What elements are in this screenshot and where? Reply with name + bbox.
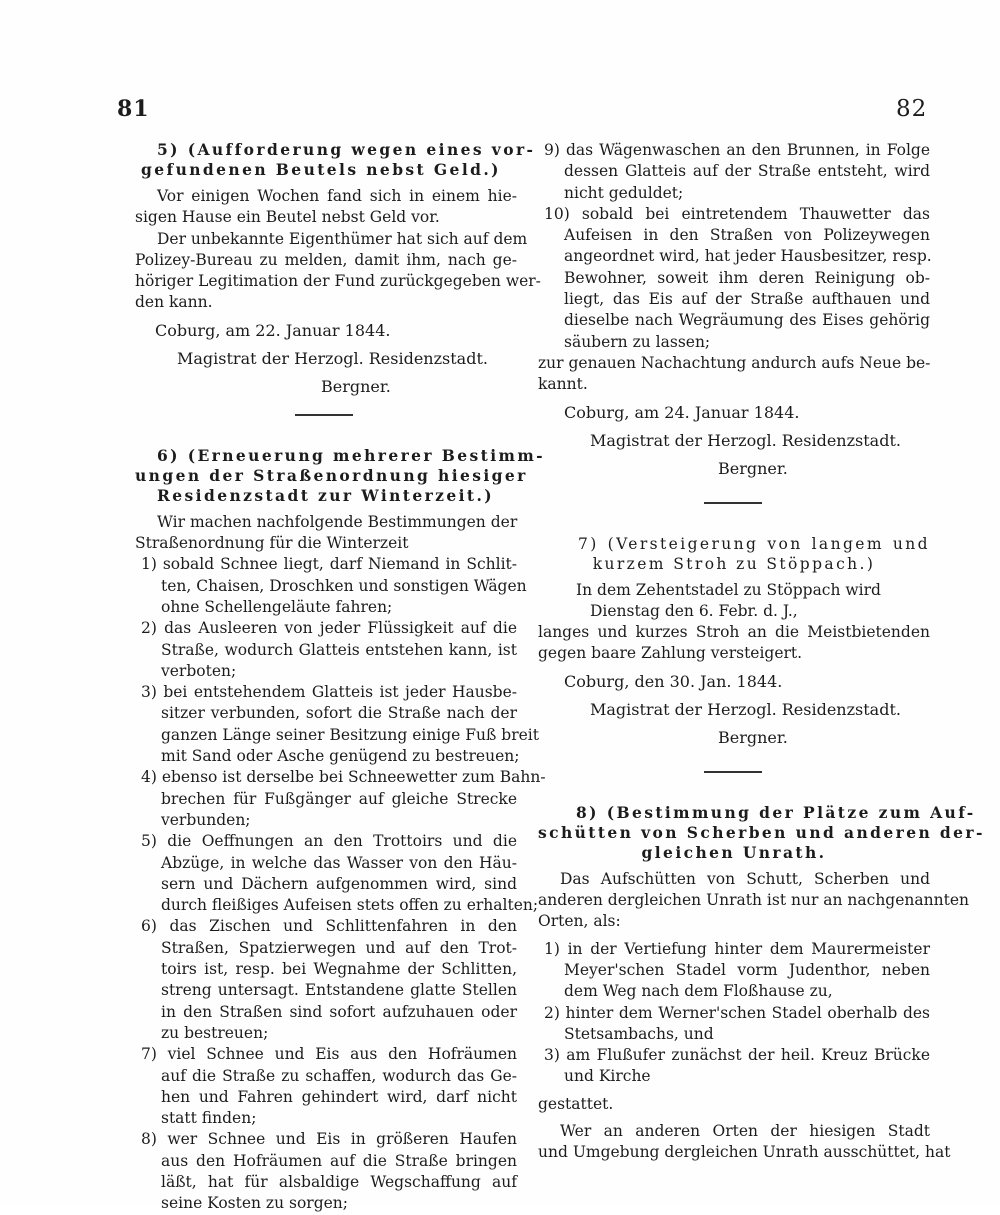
notice-5-signature: Magistrat der Herzogl. Residenzstadt. [177, 348, 488, 368]
notice-6-item-line: dieselbe nach Wegräumung des Eises gehörig [564, 311, 930, 330]
notice-6-continued-items [538, 140, 930, 353]
notice-6-item [135, 682, 539, 767]
notice-8-item-line: 2) hinter dem Werner'schen Stadel oberhalb des [544, 1003, 930, 1022]
notice-6-item-line: ohne Schellengeläute fahren; [161, 597, 393, 616]
notice-6-closing-line: zur genauen Nachachtung andurch aufs Neue be- [538, 353, 931, 372]
page-number-right: 82 [896, 96, 928, 122]
notice-6-item-line: dessen Glatteis auf der Straße entsteht, wird [564, 162, 930, 181]
notice-5-body-line: Der unbekannte Eigenthümer hat sich auf dem [157, 229, 528, 248]
notice-8-intro-line: Das Aufschütten von Schutt, Scherben und [560, 869, 930, 888]
notice-6-item-line: durch fleißiges Aufeisen stets offen zu erhalten; [161, 896, 539, 915]
notice-6-item-line: säubern zu lassen; [564, 332, 711, 351]
notice-8-item [538, 1003, 930, 1046]
notice-5 [135, 140, 541, 398]
notice-6-heading-line: ungen der Straßenordnung hiesiger [135, 465, 528, 485]
notice-6-item-line: mit Sand oder Asche genügend zu bestreuen; [161, 747, 520, 766]
notice-8-item-line: Meyer'schen Stadel vorm Judenthor, neben [564, 960, 930, 979]
notice-6-item-line: Aufeisen in den Straßen von Polizeywegen [564, 226, 930, 245]
notice-7-heading-line: 7) (Versteigerung von langem und [578, 534, 930, 553]
notice-6-item-line: streng untersagt. Entstandene glatte Stellen [161, 981, 517, 1000]
notice-8-after-line: gestattet. [538, 1094, 614, 1113]
notice-6-closing-line: kannt. [538, 375, 588, 394]
notice-6-item-line: ganzen Länge seiner Besitzung einige Fuß breit [161, 725, 539, 744]
notice-8-tail-line: und Umgebung dergleichen Unrath ausschüttet, hat [538, 1143, 951, 1162]
notice-6-item-line: Straßen, Spatzierwegen und auf den Trot- [161, 938, 517, 957]
notice-6 [135, 445, 546, 1215]
notice-6-item-line: 10) sobald bei eintretendem Thauwetter das [544, 204, 930, 223]
notice-7 [538, 534, 930, 749]
notice-7-heading-line: kurzem Stroh zu Stöppach.) [592, 554, 876, 573]
notice-8-item [538, 1045, 930, 1088]
notice-6-item [135, 554, 527, 618]
notice-8-heading-line: 8) (Bestimmung der Plätze zum Auf- [576, 802, 976, 822]
notice-8 [538, 802, 985, 1164]
notice-6-item-line: aus den Hofräumen auf die Straße bringen [161, 1151, 517, 1170]
notice-6-item [538, 204, 930, 353]
notice-6-item-line: Bewohner, soweit ihm deren Reinigung ob- [564, 268, 930, 287]
notice-5-body-line: höriger Legitimation der Fund zurückgegeben wer- [135, 272, 541, 291]
notice-6-item-line: 7) viel Schnee und Eis aus den Hofräumen [141, 1045, 517, 1064]
notice-6-signature: Magistrat der Herzogl. Residenzstadt. [590, 430, 901, 450]
notice-8-item-line: Stetsambachs, und [564, 1024, 714, 1043]
notice-6-name: Bergner. [718, 458, 788, 478]
notice-6-item-line: 3) bei entstehendem Glatteis ist jeder Hausbe- [141, 683, 517, 702]
right-column [538, 140, 985, 1164]
notice-7-signature: Magistrat der Herzogl. Residenzstadt. [590, 699, 901, 719]
notice-5-body-line: den kann. [135, 293, 213, 312]
notice-8-heading-line: schütten von Scherben und anderen der- [538, 822, 985, 842]
notice-8-intro-line: Orten, als: [538, 912, 621, 931]
notice-6-intro-line: Straßenordnung für die Winterzeit [135, 534, 409, 553]
notice-6-item-line: Straße, wodurch Glatteis entstehen kann, ist [161, 640, 517, 659]
notice-6-item-line: 2) das Ausleeren von jeder Flüssigkeit auf die [141, 619, 517, 638]
notice-6-item-line: 1) sobald Schnee liegt, darf Niemand in Schlit- [141, 555, 517, 574]
notice-6-item [135, 1129, 517, 1214]
notice-6-item-line: ten, Chaisen, Droschken und sonstigen Wägen [161, 576, 527, 595]
notice-6-item-line: 5) die Oeffnungen an den Trottoirs und die [141, 832, 517, 851]
notice-6-item-line: statt finden; [161, 1109, 257, 1128]
notice-6-item-line: sern und Dächern aufgenommen wird, sind [161, 874, 517, 893]
notice-6-item-line: verbunden; [161, 810, 251, 829]
notice-7-place-date: Coburg, den 30. Jan. 1844. [564, 671, 783, 691]
notice-6-place-date: Coburg, am 24. Januar 1844. [564, 402, 800, 422]
notice-5-heading-line: gefundenen Beutels nebst Geld.) [141, 160, 501, 179]
notice-7-body-line: In dem Zehentstadel zu Stöppach wird [576, 580, 881, 599]
notice-6-item-line: nicht geduldet; [564, 183, 684, 202]
notice-6-item-line: zu bestreuen; [161, 1023, 269, 1042]
notice-6-heading-line: 6) (Erneuerung mehrerer Bestimm- [157, 445, 545, 465]
notice-8-item-line: 1) in der Vertiefung hinter dem Maurermeister [544, 939, 930, 958]
notice-6-item-line: sitzer verbunden, sofort die Straße nach der [161, 704, 517, 723]
notice-7-body-line: gegen baare Zahlung versteigert. [538, 644, 803, 663]
notice-6-item-line: hen und Fahren gehindert wird, darf nicht [161, 1087, 517, 1106]
notice-6-item-line: 8) wer Schnee und Eis in größeren Haufen [141, 1130, 517, 1149]
notice-5-name: Bergner. [321, 376, 391, 396]
notice-6-heading-line: Residenzstadt zur Winterzeit.) [157, 485, 495, 505]
left-column [135, 140, 546, 1215]
notice-6-item-line: in den Straßen sind sofort aufzuhauen oder [161, 1002, 517, 1021]
notice-7-body-line: langes und kurzes Stroh an die Meistbietenden [538, 623, 930, 642]
notice-6-item-line: auf die Straße zu schaffen, wodurch das Ge- [161, 1066, 517, 1085]
notice-5-heading-line: 5) (Aufforderung wegen eines vor- [157, 140, 536, 159]
notice-8-intro-line: anderen dergleichen Unrath ist nur an nachgenannten [538, 891, 969, 910]
notice-6-item [135, 767, 546, 831]
notice-8-item-line: und Kirche [564, 1067, 651, 1086]
notice-6-item-line: verboten; [161, 661, 237, 680]
notice-8-tail-line: Wer an anderen Orten der hiesigen Stadt [560, 1122, 930, 1141]
notice-6-items [135, 554, 546, 1214]
notice-6-item-line: brechen für Fußgänger auf gleiche Strecke [161, 789, 517, 808]
notice-6-item-line: Abzüge, in welche das Wasser von den Häu- [161, 853, 517, 872]
notice-5-body-line: Vor einigen Wochen fand sich in einem hie- [157, 187, 517, 205]
notice-6-item-line: liegt, das Eis auf der Straße aufthauen und [564, 290, 930, 309]
notice-6-item-line: 4) ebenso ist derselbe bei Schneewetter zum Bahn- [141, 768, 546, 787]
notice-6-item [538, 140, 930, 204]
notice-8-heading-line: gleichen Unrath. [641, 842, 827, 862]
notice-6-item-line: 6) das Zischen und Schlittenfahren in den [141, 917, 517, 936]
notice-6-item [135, 618, 517, 682]
page-number-left: 81 [117, 96, 150, 122]
notice-7-name: Bergner. [718, 727, 788, 747]
notice-6-item-line: läßt, hat für alsbaldige Wegschaffung auf [161, 1172, 517, 1191]
notice-8-item [538, 939, 930, 1003]
notice-6-item-line: toirs ist, resp. bei Wegnahme der Schlitten, [161, 960, 517, 979]
notice-6-item [135, 916, 517, 1044]
notice-8-item-line: dem Weg nach dem Floßhause zu, [564, 982, 833, 1001]
notice-6-intro-line: Wir machen nachfolgende Bestimmungen der [157, 512, 518, 531]
notice-8-items [538, 939, 930, 1088]
notice-5-body-line: Polizey-Bureau zu melden, damit ihm, nach ge- [135, 250, 517, 269]
notice-5-body-line: sigen Hause ein Beutel nebst Geld vor. [135, 208, 440, 227]
notice-6-item-line: 9) das Wägenwaschen an den Brunnen, in Folge [544, 141, 930, 159]
notice-8-item-line: 3) am Flußufer zunächst der heil. Kreuz Brücke [544, 1046, 930, 1065]
notice-6-item [135, 831, 539, 916]
notice-6-item [135, 1044, 517, 1129]
notice-5-place-date: Coburg, am 22. Januar 1844. [155, 320, 391, 340]
notice-6-item-line: angeordnet wird, hat jeder Hausbesitzer, resp. [564, 247, 932, 266]
notice-6-item-line: seine Kosten zu sorgen; [161, 1194, 348, 1213]
notice-7-body-line: Dienstag den 6. Febr. d. J., [590, 601, 798, 620]
